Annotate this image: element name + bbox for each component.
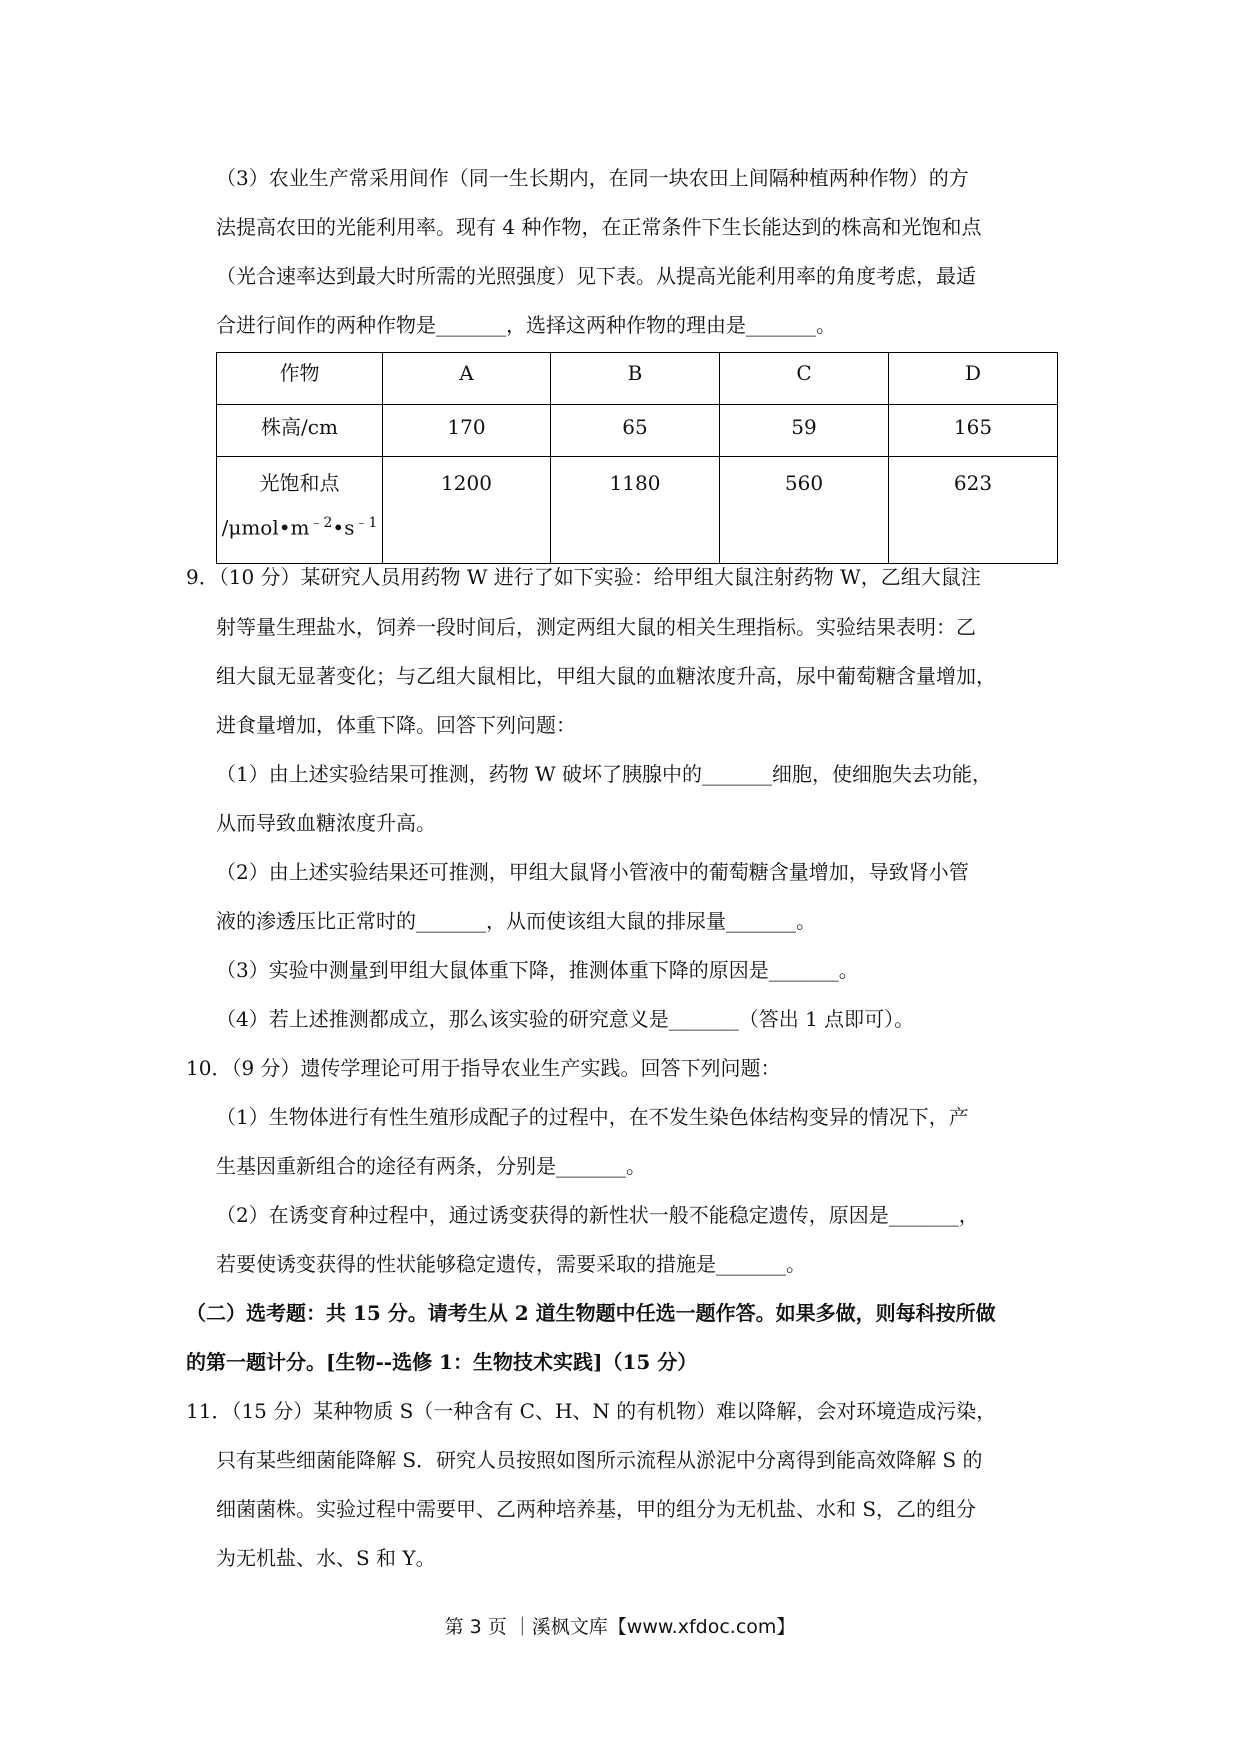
light-label-line-1: 光饱和点: [259, 471, 340, 495]
q8-3-line-3: （光合速率达到最大时所需的光照强度）见下表。从提高光能利用率的角度考虑，最适: [216, 264, 976, 288]
light-label-exp-2: ﹣1: [354, 515, 378, 531]
q10-sub1-line-1: （1）生物体进行有性生殖形成配子的过程中，在不发生染色体结构变异的情况下，产: [216, 1105, 969, 1129]
q9-sub2-line-1: （2）由上述实验结果还可推测，甲组大鼠肾小管液中的葡萄糖含量增加，导致肾小管: [216, 860, 969, 884]
table-row: [217, 457, 1058, 564]
light-label-line-2: [217, 503, 382, 548]
table-header-cell: D: [889, 353, 1058, 405]
table-header-cell: A: [383, 353, 551, 405]
table-cell: 59: [720, 405, 889, 457]
q9-line-1: 9．（10 分）某研究人员用药物 W 进行了如下实验：给甲组大鼠注射药物 W，乙组大鼠注: [186, 565, 981, 589]
q11-line-3: 细菌菌株。实验过程中需要甲、乙两种培养基，甲的组分为无机盐、水和 S，乙的组分: [216, 1497, 977, 1521]
table-header-cell: C: [720, 353, 889, 405]
crop-table: [216, 352, 1058, 564]
q10-sub1-line-2: 生基因重新组合的途径有两条，分别是_______。: [216, 1154, 646, 1178]
q11-line-4: 为无机盐、水、S 和 Y。: [216, 1546, 436, 1570]
q10-sub2-line-1: （2）在诱变育种过程中，通过诱变获得的新性状一般不能稳定遗传，原因是_______，: [216, 1203, 979, 1227]
q8-3-line-4: 合进行间作的两种作物是_______，选择这两种作物的理由是_______。: [216, 313, 836, 337]
table-header-cell: B: [551, 353, 720, 405]
table-cell: 165: [889, 405, 1058, 457]
q9-sub1-line-1: （1）由上述实验结果可推测，药物 W 破坏了胰腺中的_______细胞，使细胞失去功能，: [216, 762, 992, 786]
table-row-label: 株高/cm: [217, 405, 383, 457]
light-label-unit: /μmol•m: [221, 515, 310, 540]
table-header-cell: 作物: [217, 353, 383, 405]
q8-3-line-1: （3）农业生产常采用间作（同一生长期内，在同一块农田上间隔种植两种作物）的方: [216, 166, 969, 190]
table-row: [217, 405, 1058, 457]
table-cell: 170: [383, 405, 551, 457]
section-2-heading-line-1: （二）选考题：共 15 分。请考生从 2 道生物题中任选一题作答。如果多做，则每科按所做: [186, 1301, 996, 1325]
q9-line-2: 射等量生理盐水，饲养一段时间后，测定两组大鼠的相关生理指标。实验结果表明：乙: [216, 615, 976, 639]
q11-line-2: 只有某些细菌能降解 S．研究人员按照如图所示流程从淤泥中分离得到能高效降解 S 的: [216, 1448, 983, 1472]
table-row-label: [217, 457, 383, 564]
q9-sub4: （4）若上述推测都成立，那么该实验的研究意义是_______（答出 1 点即可）。: [216, 1007, 915, 1031]
table-cell: 623: [889, 457, 1058, 564]
light-label-exp-1: ﹣2: [309, 515, 333, 531]
q10-sub2-line-2: 若要使诱变获得的性状能够稳定遗传，需要采取的措施是_______。: [216, 1252, 806, 1276]
q8-3-line-2: 法提高农田的光能利用率。现有 4 种作物，在正常条件下生长能达到的株高和光饱和点: [216, 215, 982, 239]
table-cell: 65: [551, 405, 720, 457]
table-header-row: [217, 353, 1058, 405]
table-cell: 560: [720, 457, 889, 564]
q10-line-1: 10．（9 分）遗传学理论可用于指导农业生产实践。回答下列问题：: [186, 1056, 781, 1080]
q9-line-4: 进食量增加，体重下降。回答下列问题：: [216, 713, 576, 737]
q11-line-1: 11．（15 分）某种物质 S（一种含有 C、H、N 的有机物）难以降解，会对环境造成污染，: [186, 1399, 997, 1423]
q9-sub1-line-2: 从而导致血糖浓度升高。: [216, 811, 436, 835]
page-footer: 第 3 页 ｜溪枫文库【www.xfdoc.com】: [444, 1616, 796, 1638]
table-cell: 1180: [551, 457, 720, 564]
q9-line-3: 组大鼠无显著变化；与乙组大鼠相比，甲组大鼠的血糖浓度升高，尿中葡萄糖含量增加，: [216, 664, 996, 688]
light-label-unit-mid: •s: [332, 515, 355, 540]
q9-sub3: （3）实验中测量到甲组大鼠体重下降，推测体重下降的原因是_______。: [216, 958, 859, 982]
q9-sub2-line-2: 液的渗透压比正常时的_______，从而使该组大鼠的排尿量_______。: [216, 909, 816, 933]
table-cell: 1200: [383, 457, 551, 564]
section-2-heading-line-2: 的第一题计分。[生物--选修 1：生物技术实践]（15 分）: [186, 1350, 698, 1374]
